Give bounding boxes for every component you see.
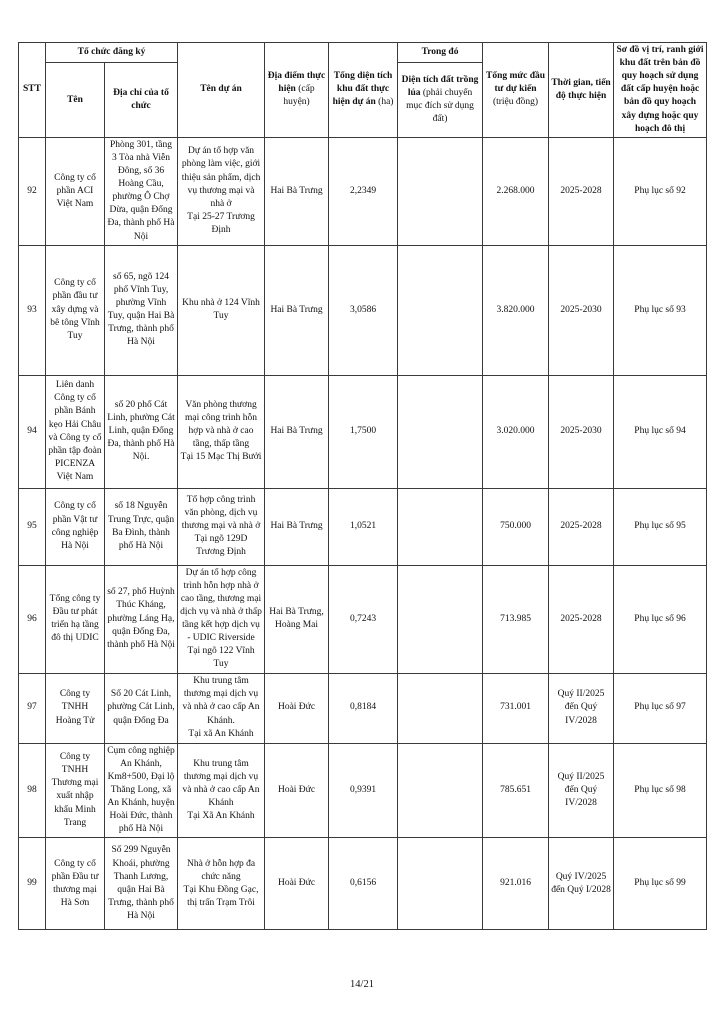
cell-org-name: Công ty cổ phần ACI Việt Nam bbox=[46, 137, 105, 245]
cell-project-name bbox=[178, 375, 265, 488]
cell-stt: 96 bbox=[19, 565, 46, 673]
header-org-name: Tên bbox=[46, 63, 105, 137]
cell-org-address: Cụm công nghiệp An Khánh, Km8+500, Đại lộ Thăng Long, xã An Khánh, huyện Hoài Đức, thành phố Hà Nội bbox=[105, 743, 178, 838]
cell-stt: 94 bbox=[19, 375, 46, 488]
header-stt: STT bbox=[19, 43, 46, 138]
cell-schedule: 2025-2028 bbox=[549, 565, 614, 673]
cell-location: Hoài Đức bbox=[265, 743, 329, 838]
cell-schedule: 2025-2028 bbox=[549, 137, 614, 245]
cell-rice-land bbox=[398, 137, 483, 245]
cell-rice-land bbox=[398, 838, 483, 930]
cell-schedule: Quý IV/2025 đến Quý I/2028 bbox=[549, 838, 614, 930]
table-row-92 bbox=[19, 137, 707, 245]
header-rice-land bbox=[398, 63, 483, 137]
cell-project-name bbox=[178, 245, 265, 375]
header-of-which: Trong đó bbox=[398, 43, 483, 63]
header-location bbox=[265, 43, 329, 138]
project-line-2: Tại ngõ 129D Trương Định bbox=[194, 534, 248, 558]
header-project-name: Tên dự án bbox=[178, 43, 265, 138]
table-row-93 bbox=[19, 245, 707, 375]
project-line-1: Tổ hợp công trình văn phòng, dịch vụ thương mại và nhà ở bbox=[181, 494, 261, 532]
cell-investment: 921.016 bbox=[483, 838, 549, 930]
header-org-address: Địa chỉ của tổ chức bbox=[105, 63, 178, 137]
cell-stt: 98 bbox=[19, 743, 46, 838]
cell-schedule: 2025-2030 bbox=[549, 245, 614, 375]
table-header bbox=[19, 43, 707, 138]
cell-org-address: số 18 Nguyễn Trung Trực, quận Ba Đình, thành phố Hà Nội bbox=[105, 488, 178, 565]
cell-appendix: Phụ lục số 94 bbox=[614, 375, 707, 488]
cell-appendix: Phụ lục số 97 bbox=[614, 673, 707, 743]
project-line-1: Dự án tổ hợp văn phòng làm việc, giới thiệu sản phẩm, dịch vụ thương mại và nhà ở bbox=[181, 146, 261, 209]
header-map-appendix: Sơ đồ vị trí, ranh giới khu đất trên bản đồ quy hoạch sử dụng đất cấp huyện hoặc bản đồ quy hoạch xây dựng hoặc quy hoạch đô thị bbox=[614, 43, 707, 138]
cell-location: Hai Bà Trưng bbox=[265, 137, 329, 245]
project-line-1: Dự án tổ hợp công trình hỗn hợp nhà ở cao tầng, thương mại dịch vụ và nhà ở thấp tầng kết hợp dịch vụ - UDIC Riverside bbox=[180, 567, 262, 644]
header-total-area bbox=[329, 43, 398, 138]
project-line-2: Tại 25-27 Trương Định bbox=[187, 211, 255, 235]
cell-schedule: Quý II/2025 đến Quý IV/2028 bbox=[549, 743, 614, 838]
cell-project-name bbox=[178, 137, 265, 245]
table-row-94 bbox=[19, 375, 707, 488]
cell-schedule: 2025-2028 bbox=[549, 488, 614, 565]
cell-appendix: Phụ lục số 93 bbox=[614, 245, 707, 375]
cell-stt: 97 bbox=[19, 673, 46, 743]
cell-location: Hoài Đức bbox=[265, 673, 329, 743]
table-body bbox=[19, 137, 707, 930]
header-total-area-bold: Tổng diện tích khu đất thực hiện dự án bbox=[332, 71, 393, 108]
cell-investment: 3.020.000 bbox=[483, 375, 549, 488]
header-investment bbox=[483, 43, 549, 138]
project-line-1: Văn phòng thương mại công trình hỗn hợp và nhà ở cao tầng, thấp tầng bbox=[185, 399, 258, 450]
cell-rice-land bbox=[398, 245, 483, 375]
cell-appendix: Phụ lục số 99 bbox=[614, 838, 707, 930]
cell-org-address: Số 20 Cát Linh, phường Cát Linh, quận Đống Đa bbox=[105, 673, 178, 743]
project-line-1: Nhà ở hỗn hợp đa chức năng bbox=[186, 858, 256, 882]
cell-location: Hoài Đức bbox=[265, 838, 329, 930]
header-schedule: Thời gian, tiến độ thực hiện bbox=[549, 43, 614, 138]
cell-project-name bbox=[178, 838, 265, 930]
cell-total-area: 0,7243 bbox=[329, 565, 398, 673]
cell-org-name: Tổng công ty Đầu tư phát triển hạ tầng đô thị UDIC bbox=[46, 565, 105, 673]
cell-org-name: Công ty cổ phần Đầu tư thương mại Hà Sơn bbox=[46, 838, 105, 930]
cell-rice-land bbox=[398, 375, 483, 488]
cell-location: Hai Bà Trưng bbox=[265, 375, 329, 488]
project-line-2: Tại Xã An Khánh bbox=[187, 811, 255, 822]
cell-project-name bbox=[178, 565, 265, 673]
cell-appendix: Phụ lục số 92 bbox=[614, 137, 707, 245]
table-row-96 bbox=[19, 565, 707, 673]
cell-org-address: số 27, phố Huỳnh Thúc Kháng, phường Láng Hạ, quận Đống Đa, thành phố Hà Nội bbox=[105, 565, 178, 673]
cell-org-address: Số 299 Nguyễn Khoái, phường Thanh Lương, quận Hai Bà Trưng, thành phố Hà Nội bbox=[105, 838, 178, 930]
cell-investment: 3.820.000 bbox=[483, 245, 549, 375]
cell-investment: 2.268.000 bbox=[483, 137, 549, 245]
cell-location: Hai Bà Trưng bbox=[265, 488, 329, 565]
cell-total-area: 0,8184 bbox=[329, 673, 398, 743]
cell-org-address: Phòng 301, tầng 3 Tòa nhà Viễn Đông, số 36 Hoàng Cầu, phường Ô Chợ Dừa, quận Đống Đa, thành phố Hà Nội bbox=[105, 137, 178, 245]
cell-location: Hai Bà Trưng bbox=[265, 245, 329, 375]
header-rice-land-bold: Diện tích đất trồng lúa bbox=[401, 74, 479, 98]
table-row-98 bbox=[19, 743, 707, 838]
cell-total-area: 1,7500 bbox=[329, 375, 398, 488]
table-row-99 bbox=[19, 838, 707, 930]
cell-org-address: số 20 phố Cát Linh, phường Cát Linh, quận Đống Đa, thành phố Hà Nội. bbox=[105, 375, 178, 488]
page-number: 14/21 bbox=[350, 979, 374, 990]
header-investment-bold: Tổng mức đầu tư dự kiến bbox=[486, 71, 546, 95]
cell-appendix: Phụ lục số 96 bbox=[614, 565, 707, 673]
cell-rice-land bbox=[398, 743, 483, 838]
cell-org-name: Công ty TNHH Hoàng Tử bbox=[46, 673, 105, 743]
cell-project-name bbox=[178, 488, 265, 565]
cell-total-area: 0,9391 bbox=[329, 743, 398, 838]
table-row-95 bbox=[19, 488, 707, 565]
cell-total-area: 2,2349 bbox=[329, 137, 398, 245]
cell-rice-land bbox=[398, 565, 483, 673]
project-line-2: Tại Khu Đồng Gạc, thị trấn Trạm Trôi bbox=[183, 884, 259, 908]
cell-investment: 785.651 bbox=[483, 743, 549, 838]
cell-appendix: Phụ lục số 98 bbox=[614, 743, 707, 838]
project-line-1: Khu trung tâm thương mại dịch vụ và nhà ở cao cấp An Khánh. bbox=[182, 676, 260, 726]
project-line-2: Tại 15 Mạc Thị Bưởi bbox=[180, 452, 262, 463]
cell-schedule: 2025-2030 bbox=[549, 375, 614, 488]
project-line-1: Khu trung tâm thương mại dịch vụ và nhà ở cao cấp An Khánh bbox=[182, 758, 260, 808]
header-location-bold: Địa điểm thực hiện bbox=[267, 71, 326, 95]
cell-appendix: Phụ lục số 95 bbox=[614, 488, 707, 565]
header-row-1 bbox=[19, 43, 707, 63]
cell-investment: 731.001 bbox=[483, 673, 549, 743]
cell-org-name: Liên danh Công ty cổ phần Bánh kẹo Hải Châu và Công ty cổ phần tập đoàn PICENZA Việt Nam bbox=[46, 375, 105, 488]
header-location-note: (cấp huyện) bbox=[283, 84, 315, 108]
cell-stt: 93 bbox=[19, 245, 46, 375]
cell-stt: 95 bbox=[19, 488, 46, 565]
cell-rice-land bbox=[398, 673, 483, 743]
cell-stt: 92 bbox=[19, 137, 46, 245]
cell-org-name: Công ty TNHH Thương mại xuất nhập khẩu Minh Trang bbox=[46, 743, 105, 838]
table-row-97 bbox=[19, 673, 707, 743]
cell-project-name bbox=[178, 673, 265, 743]
cell-total-area: 1,0521 bbox=[329, 488, 398, 565]
header-rice-land-note: (phải chuyển mục đích sử dụng đất) bbox=[406, 87, 474, 125]
cell-schedule: Quý II/2025 đến Quý IV/2028 bbox=[549, 673, 614, 743]
projects-table bbox=[18, 42, 707, 930]
header-investment-unit: (triệu đồng) bbox=[492, 97, 539, 108]
cell-project-name bbox=[178, 743, 265, 838]
project-line-2: Tại ngõ 122 Vĩnh Tuy bbox=[187, 646, 255, 670]
cell-location: Hai Bà Trưng, Hoàng Mai bbox=[265, 565, 329, 673]
cell-investment: 750.000 bbox=[483, 488, 549, 565]
cell-org-name: Công ty cổ phần đầu tư xây dựng và bê tông Vĩnh Tuy bbox=[46, 245, 105, 375]
header-total-area-unit: (ha) bbox=[378, 97, 394, 108]
cell-investment: 713.985 bbox=[483, 565, 549, 673]
cell-stt: 99 bbox=[19, 838, 46, 930]
cell-total-area: 0,6156 bbox=[329, 838, 398, 930]
cell-rice-land bbox=[398, 488, 483, 565]
project-line-2: Tại xã An Khánh bbox=[188, 728, 254, 739]
cell-org-address: số 65, ngõ 124 phố Vĩnh Tuy, phường Vĩnh Tuy, quận Hai Bà Trưng, thành phố Hà Nội bbox=[105, 245, 178, 375]
header-registering-org: Tổ chức đăng ký bbox=[46, 43, 178, 63]
cell-total-area: 3,0586 bbox=[329, 245, 398, 375]
cell-org-name: Công ty cổ phần Vật tư công nghiệp Hà Nội bbox=[46, 488, 105, 565]
project-line-1: Khu nhà ở 124 Vĩnh Tuy bbox=[182, 298, 260, 322]
